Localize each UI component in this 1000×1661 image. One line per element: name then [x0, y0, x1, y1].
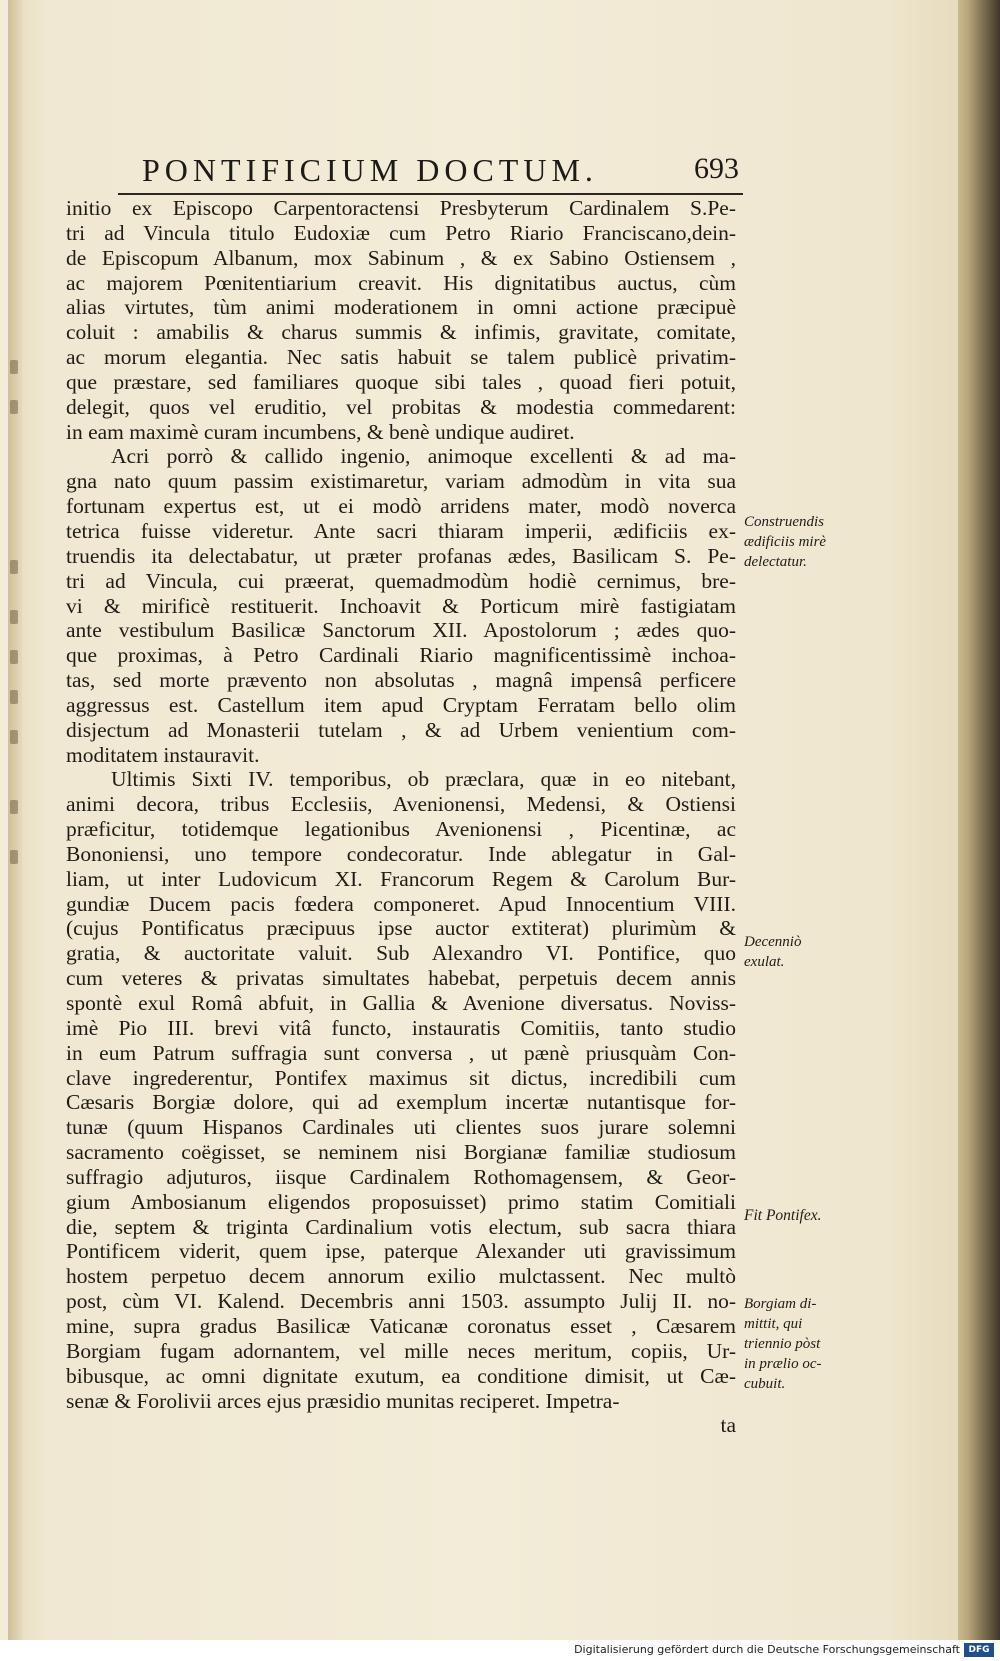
- digitization-footer: [0, 1640, 1000, 1661]
- text-line: disjectum ad Monasterii tutelam , & ad Urbem venientium com-: [66, 717, 736, 742]
- text-line: imè Pio III. brevi vitâ functo, instauratis Comitiis, tanto studio: [66, 1015, 736, 1040]
- text-line: die, septem & triginta Cardinalium votis electum, sub sacra thiara: [66, 1214, 736, 1239]
- text-line: ac morum elegantia. Nec satis habuit se talem publicè privatim-: [66, 345, 736, 370]
- text-line: truendis ita delectabatur, ut præter profanas ædes, Basilicam S. Pe-: [66, 543, 736, 568]
- funding-credit: Digitalisierung gefördert durch die Deutsche Forschungsgemeinschaft: [574, 1643, 960, 1656]
- text-line: post, cùm VI. Kalend. Decembris anni 1503. assumpto Julij II. no-: [66, 1289, 736, 1314]
- margin-note: [744, 1206, 854, 1226]
- text-line: senæ & Forolivii arces ejus præsidio munitas reciperet. Impetra-: [66, 1388, 620, 1413]
- gutter-mark: [10, 360, 18, 374]
- gutter-mark: [10, 850, 18, 864]
- margin-note-line: cubuit.: [744, 1376, 786, 1392]
- dfg-logo: DFG: [964, 1643, 994, 1657]
- margin-note: [744, 1294, 854, 1394]
- page-header: [138, 150, 758, 194]
- text-line: alias virtutes, tùm animi moderationem in omni actione præcipuè: [66, 295, 736, 320]
- margin-note-line: ædificiis mirè: [744, 534, 827, 550]
- gutter-mark: [10, 400, 18, 414]
- text-line: delegit, quos vel eruditio, vel probitas & modestia commedarent:: [66, 394, 736, 419]
- margin-note: [744, 932, 854, 972]
- book-edge: [958, 0, 1000, 1640]
- text-line: gundiæ Ducem pacis fœdera componeret. Apud Innocentium VIII.: [66, 891, 736, 916]
- text-line: gna nato quum passim existimaretur, variam admodùm in vita sua: [66, 469, 736, 494]
- margin-note: [744, 512, 854, 572]
- text-line: cum veteres & privatas simultates habebat, perpetuis decem annis: [66, 966, 736, 991]
- binding-gutter: [8, 0, 22, 1640]
- gutter-mark: [10, 610, 18, 624]
- text-line: (cujus Pontificatus præcipuus ipse auctor extiterat) plurimùm &: [66, 916, 736, 941]
- margin-note-line: Fit Pontifex.: [744, 1207, 822, 1224]
- text-line: tri ad Vincula titulo Eudoxiæ cum Petro Riario Franciscano,dein-: [66, 220, 736, 245]
- text-line: de Episcopum Albanum, mox Sabinum , & ex Sabino Ostiensem ,: [66, 245, 736, 270]
- gutter-mark: [10, 800, 18, 814]
- margin-note-line: Borgiam di-: [744, 1296, 817, 1312]
- text-line: ante vestibulum Basilicæ Sanctorum XII. Apostolorum ; ædes quo-: [66, 618, 736, 643]
- text-line: Pontificem viderit, quem ipse, paterque Alexander uti gravissimum: [66, 1239, 736, 1264]
- body-text: [66, 196, 736, 1438]
- text-line: tunæ (quum Hispanos Cardinales uti clientes suos jurare solemni: [66, 1115, 736, 1140]
- page-number: 693: [694, 152, 739, 185]
- text-line: Ultimis Sixti IV. temporibus, ob præclara, quæ in eo nitebant,: [111, 767, 736, 792]
- text-line: in eam maximè curam incumbens, & benè undique audiret.: [66, 419, 575, 444]
- text-line: tri ad Vincula, cui præerat, quemadmodùm hodiè cernimus, bre-: [66, 568, 736, 593]
- running-title: PONTIFICIUM DOCTUM.: [142, 152, 598, 188]
- text-line: vi & mirificè restituerit. Inchoavit & Porticum mirè fastigiatam: [66, 593, 736, 618]
- text-line: Borgiam fugam adornantem, vel mille neces meritum, copiis, Ur-: [66, 1338, 736, 1363]
- margin-note-line: exulat.: [744, 954, 785, 970]
- text-line: spontè exul Româ abfuit, in Gallia & Avenione diversatus. Noviss-: [66, 991, 736, 1015]
- text-line: clave ingrederentur, Pontifex maximus sit dictus, incredibili cum: [66, 1065, 736, 1090]
- text-line: aggressus est. Castellum item apud Cryptam Ferratam bello olim: [66, 692, 736, 717]
- text-line: bibusque, ac omni dignitate exutum, ea conditione dimisit, ut Cæ-: [66, 1363, 736, 1388]
- text-line: initio ex Episcopo Carpentoractensi Presbyterum Cardinalem S.Pe-: [66, 196, 736, 220]
- text-line: animi decora, tribus Ecclesiis, Avenionensi, Medensi, & Ostiensi: [66, 792, 736, 817]
- margin-note-line: triennio pòst: [744, 1336, 821, 1352]
- margin-note-line: delectatur.: [744, 554, 807, 570]
- text-line: in eum Patrum suffragia sunt conversa , ut pænè priusquàm Con-: [66, 1040, 736, 1065]
- text-line: ac majorem Pœnitentiarium creavit. His dignitatibus auctus, cùm: [66, 270, 736, 295]
- text-line: que proximas, à Petro Cardinali Riario magnificentissimè inchoa-: [66, 643, 736, 668]
- text-line: coluit : amabilis & charus summis & infimis, gravitate, comitate,: [66, 320, 736, 345]
- text-line: tas, sed morte prævento non absolutas , magnâ impensâ perficere: [66, 668, 736, 693]
- text-line: que præstare, sed familiares quoque sibi tales , quoad fieri potuit,: [66, 369, 736, 394]
- header-rule: [118, 193, 743, 195]
- gutter-mark: [10, 560, 18, 574]
- text-line: sacramento coëgisset, se neminem nisi Borgianæ familiæ studiosum: [66, 1140, 736, 1165]
- text-line: fortunam expertus est, ut ei modò arridens mater, modò noverca: [66, 494, 736, 519]
- text-line: liam, ut inter Ludovicum XI. Francorum Regem & Carolum Bur-: [66, 866, 736, 891]
- text-line: præficitur, totidemque legationibus Avenionensi , Picentinæ, ac: [66, 817, 736, 842]
- gutter-mark: [10, 690, 18, 704]
- text-line: hostem perpetuo decem annorum exilio mulctassent. Nec multò: [66, 1264, 736, 1289]
- text-line: moditatem instauravit.: [66, 742, 260, 767]
- text-line: Cæsaris Borgiæ dolore, qui ad exemplum incertæ nutantisque for-: [66, 1090, 736, 1115]
- text-line: Bononiensi, uno tempore condecoratur. Inde ablegatur in Gal-: [66, 841, 736, 866]
- text-line: gium Ambosianum eligendos proposuisset) primo statim Comitiali: [66, 1189, 736, 1214]
- margin-note-line: Decenniò: [744, 934, 802, 950]
- text-line: ta: [720, 1413, 736, 1438]
- text-line: mine, supra gradus Basilicæ Vaticanæ coronatus esset , Cæsarem: [66, 1313, 736, 1338]
- margin-note-line: mittit, qui: [744, 1316, 803, 1332]
- text-line: gratia, & auctoritate valuit. Sub Alexandro VI. Pontifice, quo: [66, 941, 736, 966]
- margin-note-line: in prælio oc-: [744, 1356, 822, 1372]
- text-line: suffragio adjuturos, iisque Cardinalem Rothomagensem, & Geor-: [66, 1164, 736, 1189]
- gutter-mark: [10, 730, 18, 744]
- text-line: tetrica fuisse videretur. Ante sacri thiaram imperii, ædificiis ex-: [66, 518, 736, 543]
- text-line: Acri porrò & callido ingenio, animoque excellenti & ad ma-: [111, 444, 736, 469]
- gutter-mark: [10, 650, 18, 664]
- margin-note-line: Construendis: [744, 514, 825, 530]
